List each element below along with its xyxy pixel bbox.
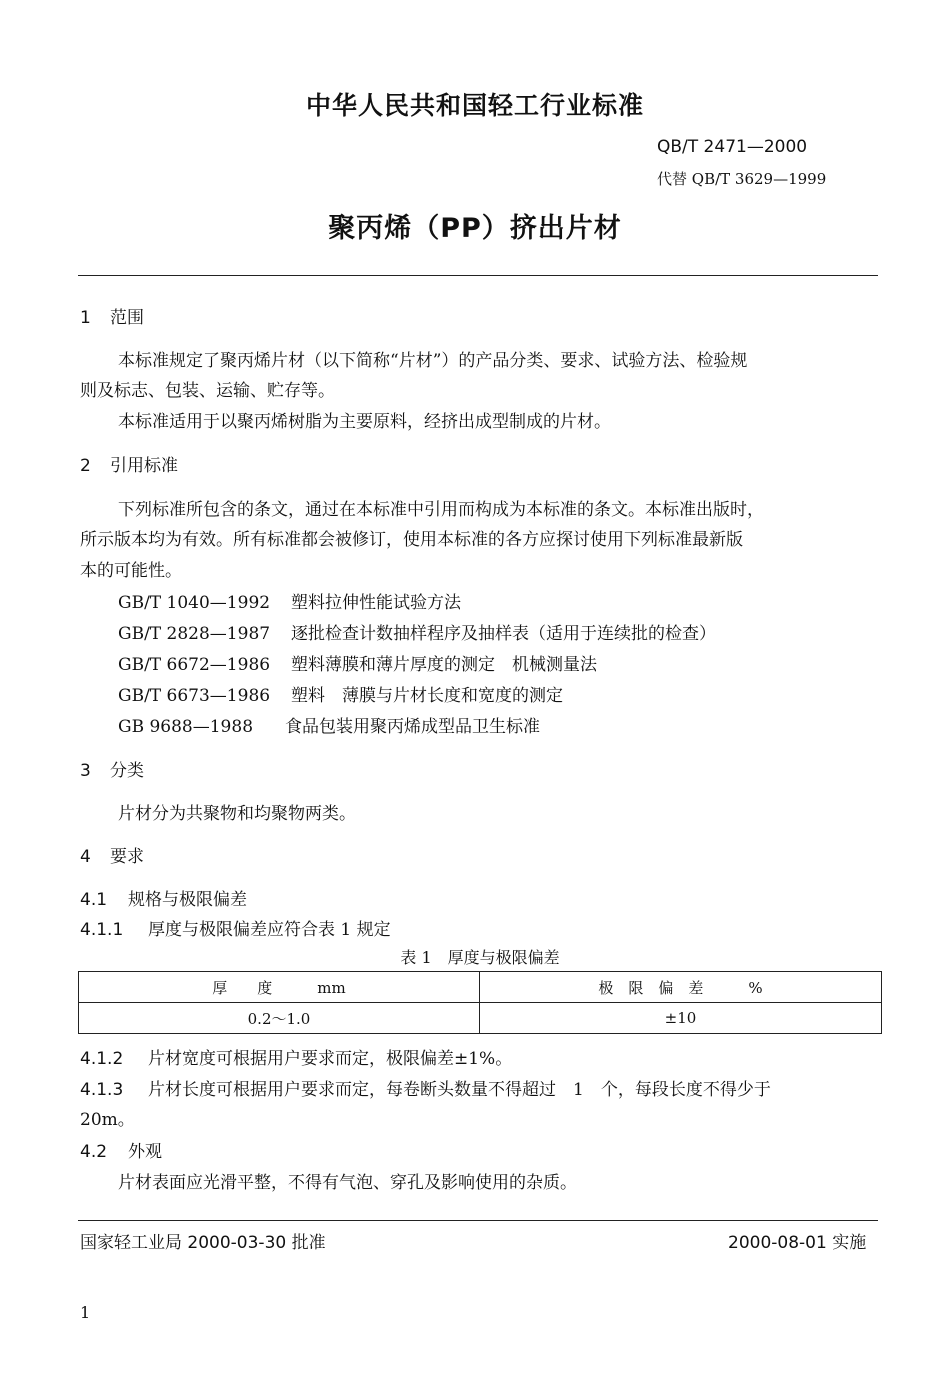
section-number: 4 xyxy=(80,847,91,867)
subsection-number: 4.1 xyxy=(80,890,108,910)
section-3-heading xyxy=(80,756,144,781)
clause-4-1-3 xyxy=(80,1075,771,1100)
clause-number: 4.1.1 xyxy=(80,920,124,940)
reference-code: GB 9688—1988 xyxy=(118,717,254,737)
clause-text: 厚度与极限偏差应符合表 1 规定 xyxy=(148,920,391,940)
paragraph-line: 所示版本均为有效。所有标准都会被修订，使用本标准的各方应探讨使用下列标准最新版 xyxy=(80,530,743,550)
reference-title: 塑料薄膜和薄片厚度的测定 机械测量法 xyxy=(291,655,597,675)
page-number: 1 xyxy=(80,1303,91,1322)
clause-number: 4.1.3 xyxy=(80,1080,124,1100)
subsection-number: 4.2 xyxy=(80,1142,108,1162)
paragraph-line: 本标准适用于以聚丙烯树脂为主要原料，经挤出成型制成的片材。 xyxy=(118,412,611,432)
standard-number: QB/T 2471—2000 xyxy=(657,137,808,157)
section-title: 要求 xyxy=(110,847,144,867)
reference-code: GB/T 1040—1992 xyxy=(118,593,271,613)
tolerance-table xyxy=(78,971,882,1034)
reference-item xyxy=(118,588,461,613)
reference-title: 逐批检查计数抽样程序及抽样表（适用于连续批的检查） xyxy=(291,624,716,644)
section-title: 引用标准 xyxy=(110,456,178,476)
header-divider xyxy=(78,275,878,276)
reference-item xyxy=(118,712,540,737)
footer-divider xyxy=(78,1220,878,1221)
subsection-title: 规格与极限偏差 xyxy=(128,890,247,910)
clause-number: 4.1.2 xyxy=(80,1049,124,1069)
reference-item xyxy=(118,681,563,706)
paragraph-line: 则及标志、包装、运输、贮存等。 xyxy=(80,381,335,401)
table-header-thickness: 厚 度 mm xyxy=(79,972,480,1003)
org-title: 中华人民共和国轻工行业标准 xyxy=(305,91,644,120)
document-title: 聚丙烯（PP）挤出片材 xyxy=(328,213,622,244)
table-row xyxy=(79,1003,882,1034)
paragraph-line: 本标准规定了聚丙烯片材（以下简称“片材”）的产品分类、要求、试验方法、检验规 xyxy=(118,351,748,371)
reference-code: GB/T 2828—1987 xyxy=(118,624,271,644)
reference-code: GB/T 6673—1986 xyxy=(118,686,271,706)
clause-4-1-1 xyxy=(80,915,391,940)
reference-item xyxy=(118,619,716,644)
section-number: 1 xyxy=(80,308,91,328)
subsection-title: 外观 xyxy=(128,1142,162,1162)
reference-title: 食品包装用聚丙烯成型品卫生标准 xyxy=(285,717,540,737)
table-cell-tolerance: ±10 xyxy=(480,1003,882,1034)
approval-info: 国家轻工业局 2000-03-30 批准 xyxy=(80,1233,326,1253)
subsection-4-2-heading xyxy=(80,1137,162,1162)
section-2-heading xyxy=(80,451,178,476)
table-caption: 表 1 厚度与极限偏差 xyxy=(400,948,560,967)
table-cell-thickness: 0.2～1.0 xyxy=(79,1003,480,1034)
section-number: 3 xyxy=(80,761,91,781)
reference-title: 塑料拉伸性能试验方法 xyxy=(291,593,461,613)
table-header-row xyxy=(79,972,882,1003)
reference-item xyxy=(118,650,597,675)
reference-code: GB/T 6672—1986 xyxy=(118,655,271,675)
section-title: 范围 xyxy=(110,308,144,328)
clause-text: 片材长度可根据用户要求而定，每卷断头数量不得超过 1 个，每段长度不得少于 xyxy=(148,1080,771,1100)
subsection-4-1-heading xyxy=(80,885,247,910)
replaces-standard: 代替 QB/T 3629—1999 xyxy=(657,170,827,188)
table-header-tolerance: 极 限 偏 差 % xyxy=(480,972,882,1003)
section-number: 2 xyxy=(80,456,91,476)
section-title: 分类 xyxy=(110,761,144,781)
implementation-date: 2000-08-01 实施 xyxy=(728,1233,867,1253)
clause-text: 片材宽度可根据用户要求而定，极限偏差±1%。 xyxy=(148,1049,513,1069)
clause-4-1-2 xyxy=(80,1044,512,1069)
paragraph-line: 下列标准所包含的条文，通过在本标准中引用而构成为本标准的条文。本标准出版时， xyxy=(118,500,764,520)
section-4-heading xyxy=(80,842,144,867)
paragraph-line: 本的可能性。 xyxy=(80,561,182,581)
paragraph-line: 片材表面应光滑平整，不得有气泡、穿孔及影响使用的杂质。 xyxy=(118,1173,577,1193)
paragraph-line: 20m。 xyxy=(80,1110,135,1130)
paragraph-line: 片材分为共聚物和均聚物两类。 xyxy=(118,804,356,824)
reference-title: 塑料 薄膜与片材长度和宽度的测定 xyxy=(291,686,563,706)
section-1-heading xyxy=(80,303,144,328)
